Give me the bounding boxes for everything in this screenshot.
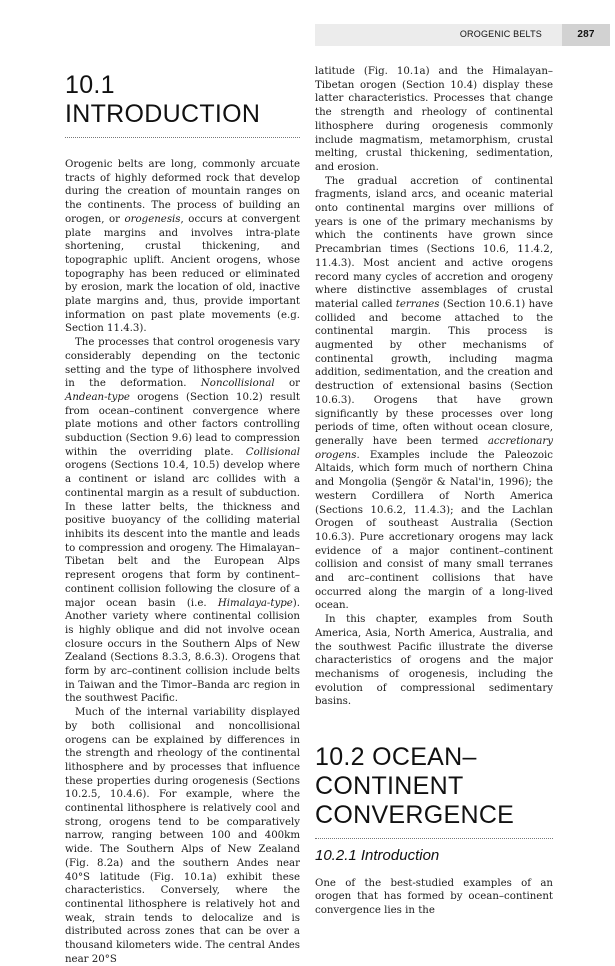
section-heading-introduction: 10.1 INTRODUCTION <box>65 71 261 128</box>
page-number: 287 <box>562 24 610 46</box>
paragraph: Much of the internal variability displayed by both collisional and noncollisional orogens can be explained by differences in the strength and rheology of the continental lithosphere and by processes that influence these properties during orogenesis (Sections 10.2.5, 10.4.6). For example, where the continental lithosphere is relatively cool and strong, orogens tend to be comparatively narrow, ranging between 100 and 400km wide. The Southern Alps of New Zealand (Fig. 8.2a) and the southern Andes near 40°S latitude (Fig. 10.1a) exhibit these characteristics. Conversely, where the continental lithosphere is relatively hot and weak, strain tends to delocalize and is distributed across zones that can be over a thousand kilometers wide. The central Andes near 20°S <box>65 707 300 965</box>
left-column <box>65 65 300 966</box>
running-header <box>315 24 610 46</box>
heading-divider <box>315 838 553 839</box>
paragraph-continued: latitude (Fig. 10.1a) and the Himalayan–Tibetan orogen (Section 10.4) display these latter characteristics. Processes that change the strength and rheology of continental lithosphere during orogenesis commonly include magmatism, metamorphism, crustal melting, crustal thickening, sedimentation, and erosion. <box>315 66 553 173</box>
paragraph: Orogenic belts are long, commonly arcuate tracts of highly deformed rock that develop during the creation of mountain ranges on the continents. The process of building an orogen, or orogenesis, occurs at convergent plate margins and involves intra-plate shortening, crustal thickening, and topographic uplift. Ancient orogens, whose topography has been reduced or eliminated by erosion, mark the location of old, inactive plate margins and, thus, provide important information on past plate movements (e.g. Section 11.4.3). <box>65 159 300 335</box>
paragraph: In this chapter, examples from South America, Asia, North America, Australia, and the southwest Pacific illustrate the diverse characteristics of orogens and the major mechanisms of orogenesis, including the evolution of compressional sedimentary basins. <box>315 614 553 708</box>
running-title: OROGENIC BELTS <box>459 29 542 39</box>
paragraph: The gradual accretion of continental fragments, island arcs, and oceanic material onto continental margins over millions of years is one of the primary mechanisms by which the continents have grown since Precambrian times (Sections 10.6, 11.4.2, 11.4.3). Most ancient and active orogens record many cycles of accretion and orogeny where distinctive assemblages of crustal material called terranes (Section 10.6.1) have collided and become attached to the continental margin. This process is augmented by other mechanisms of continental growth, including magma addition, sedimentation, and the creation and destruction of extensional basins (Section 10.6.3). Orogens that have grown significantly by these processes over long periods of time, often without ocean closure, generally have been termed accretionary orogens. Examples include the Paleozoic Altaids, which form much of northern China and Mongolia (Şengör & Natal'in, 1996); the western Cordillera of North America (Sections 10.6.2, 11.4.3); and the Lachlan Orogen of southeast Australia (Section 10.6.3). Pure accretionary orogens may lack evidence of a major continent–continent collision and consist of many small terranes and arc–continent collisions that have occurred along the margin of a long-lived ocean. <box>315 175 553 612</box>
paragraph: One of the best-studied examples of an orogen that has formed by ocean–continent convergence lies in the <box>315 877 553 917</box>
right-column <box>315 65 553 918</box>
subsection-heading: 10.2.1 Introduction <box>315 847 440 865</box>
section-heading-ocean-continent: 10.2 OCEAN– CONTINENT CONVERGENCE <box>315 743 515 830</box>
paragraph: The processes that control orogenesis vary considerably depending on the tectonic setting and the type of lithosphere involved in the deformation. Noncollisional or Andean-type orogens (Section 10.2) result from ocean–continent convergence where plate motions and other factors controlling subduction (Section 9.6) lead to compression within the overriding plate. Collisional orogens (Sections 10.4, 10.5) develop where a continent or island arc collides with a continental margin as a result of subduction. In these latter belts, the thickness and positive buoyancy of the colliding material inhibits its descent into the mantle and leads to compression and orogeny. The Himalayan–Tibetan belt and the European Alps represent orogens that form by continent–continent collision following the closure of a major ocean basin (i.e. Himalaya-type). Another variety where continental collision is highly oblique and did not involve ocean closure occurs in the Southern Alps of New Zealand (Sections 8.3.3, 8.6.3). Orogens that form by arc–continent collision include belts in Taiwan and the Timor–Banda arc region in the southwest Pacific. <box>65 337 300 705</box>
